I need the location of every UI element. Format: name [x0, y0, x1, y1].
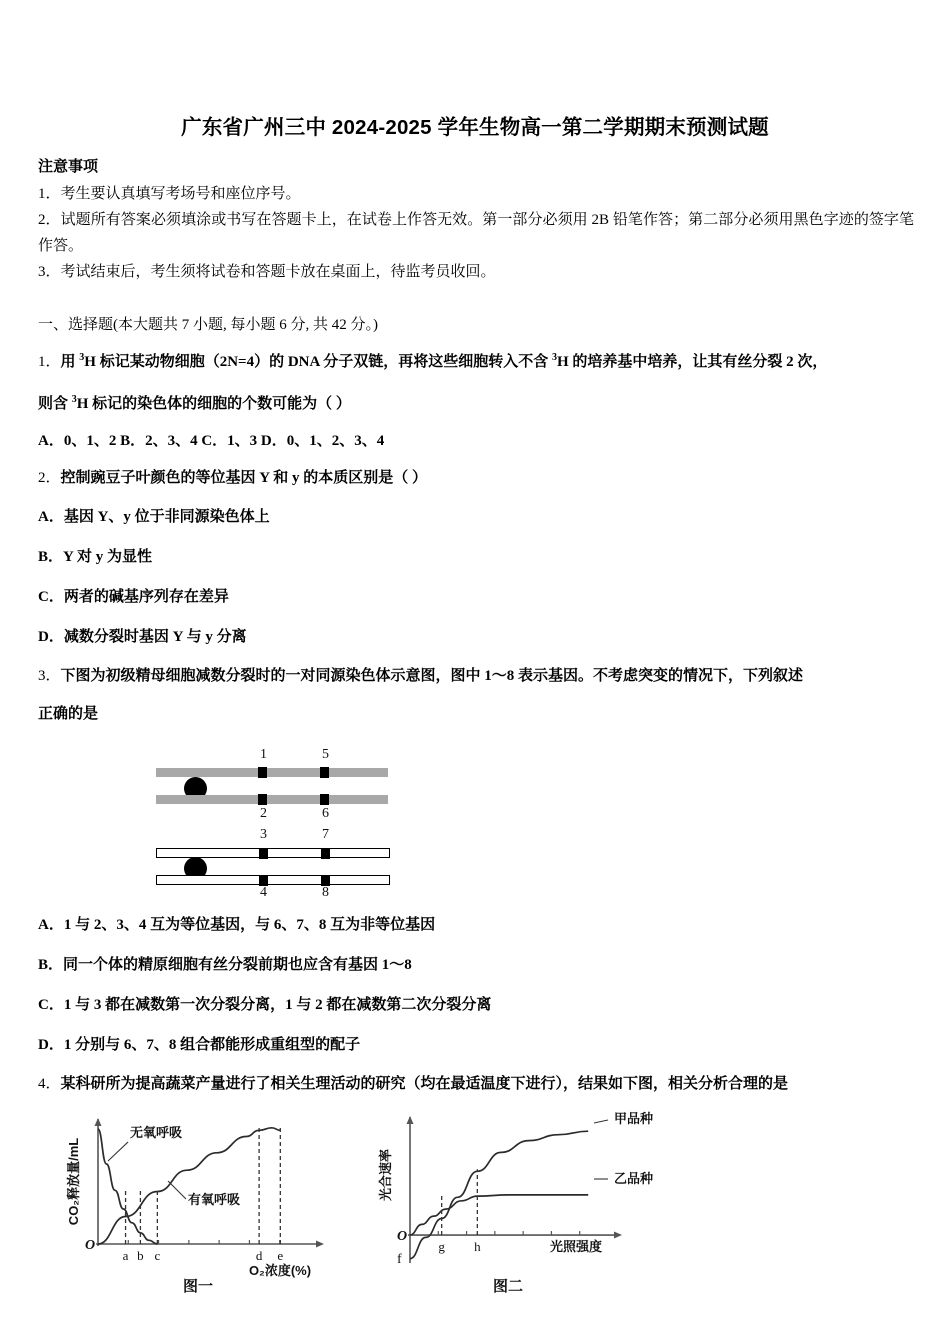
xtick-label-h: h — [474, 1239, 481, 1255]
question-4-stem-text: 某科研所为提高蔬菜产量进行了相关生理活动的研究（均在最适温度下进行），结果如下图，相关分析合理的是 — [60, 1076, 789, 1092]
y-axis-label: 光合速率 — [378, 1148, 393, 1202]
y-axis-arrow — [95, 1118, 102, 1126]
question-2-stem-text: 控制豌豆子叶颜色的等位基因 Y 和 y 的本质区别是（ ） — [60, 470, 428, 486]
question-2-stem — [38, 459, 914, 497]
question-3-option-a[interactable]: A．1 与 2、3、4 互为等位基因，与 6、7、8 互为非等位基因 — [38, 917, 436, 933]
question-1-stem-part-a: 用 — [60, 354, 80, 370]
question-1-stem-part-c: H 的培养基中培养，让其有丝分裂 2 次， — [557, 354, 828, 370]
paternal-chromatid-upper — [156, 848, 390, 858]
gene-marker-1 — [258, 767, 267, 778]
series-curve-1 — [98, 1129, 157, 1244]
origin-label: O — [397, 1229, 408, 1245]
gene-marker-7 — [321, 848, 330, 859]
question-3-option-c[interactable]: C．1 与 3 都在减数第一次分裂分离，1 与 2 都在减数第二次分裂分离 — [38, 997, 492, 1013]
xtick-label-g: g — [438, 1239, 445, 1255]
section-heading-multiple-choice: 一、选择题(本大题共 7 小题, 每小题 6 分, 共 42 分。) — [38, 317, 378, 333]
question-3-option-d[interactable]: D．1 分别与 6、7、8 组合都能形成重组型的配子 — [38, 1037, 361, 1053]
gene-marker-8 — [321, 875, 330, 886]
chart-figure-one — [48, 1109, 368, 1294]
paternal-chromatid-lower — [156, 875, 390, 885]
question-2-option-a[interactable]: A．基因 Y、y 位于非同源染色体上 — [38, 509, 270, 525]
chromosome-diagram — [148, 747, 438, 899]
figure-two-photosynthesis — [358, 1109, 678, 1294]
question-3-stem-line-2: 正确的是 — [38, 706, 99, 722]
question-1-options[interactable]: A．0、1、2 B．2、3、4 C．1、3 D．0、1、2、3、4 — [38, 433, 385, 449]
gene-label-2: 2 — [260, 806, 267, 821]
notice-heading: 注意事项 — [38, 159, 99, 175]
gene-marker-2 — [258, 794, 267, 805]
annotation-variety-jia: 甲品种 — [614, 1111, 654, 1126]
xtick-label-c: c — [154, 1248, 161, 1263]
chart-caption: 图二 — [492, 1278, 524, 1294]
leader-line-anaerobic — [108, 1142, 128, 1161]
question-1-stem-part-d: 则含 — [38, 396, 72, 412]
gene-label-7: 7 — [322, 827, 329, 842]
gene-marker-6 — [320, 794, 329, 805]
x-axis-arrow — [614, 1232, 622, 1239]
annotation-anaerobic: 无氧呼吸 — [130, 1125, 183, 1140]
figure-one-respiration — [48, 1109, 368, 1294]
question-1-sup-1: 3 — [79, 352, 85, 363]
question-1-stem-line-2 — [38, 381, 914, 423]
question-4-stem — [38, 1065, 914, 1103]
chart-figure-two — [358, 1109, 678, 1294]
origin-label: O — [85, 1238, 96, 1253]
gene-label-3: 3 — [260, 827, 267, 842]
notice-item-1: 1．考生要认真填写考场号和座位序号。 — [38, 186, 301, 202]
question-1-sup-3: 3 — [71, 394, 77, 405]
gene-label-5: 5 — [322, 747, 329, 762]
xtick-label-e: e — [277, 1248, 284, 1263]
question-2-option-c[interactable]: C．两者的碱基序列存在差异 — [38, 589, 229, 605]
gene-label-4: 4 — [260, 885, 267, 900]
gene-label-8: 8 — [322, 885, 329, 900]
series-curve-2 — [410, 1195, 588, 1235]
notice-item-3: 3．考试结束后，考生须将试卷和答题卡放在桌面上，待监考员收回。 — [38, 264, 496, 280]
maternal-chromatid-lower — [156, 795, 388, 804]
question-3-stem — [38, 657, 914, 695]
xtick-label-d: d — [255, 1248, 263, 1263]
leader-line-variety-jia — [594, 1120, 608, 1123]
y-intercept-label: f — [397, 1252, 402, 1267]
question-1-stem-part-e: H 标记的染色体的细胞的个数可能为（ ） — [76, 396, 351, 412]
question-3-number: 3． — [38, 668, 61, 684]
question-1-stem-part-b: H 标记某动物细胞（2N=4）的 DNA 分子双链，再将这些细胞转入不含 — [84, 354, 553, 370]
leader-line-aerobic — [168, 1181, 186, 1199]
x-axis-arrow — [316, 1241, 324, 1248]
x-axis-label: O₂浓度(%) — [248, 1263, 312, 1278]
x-axis-label: 光照强度 — [549, 1239, 603, 1254]
chart-caption: 图一 — [182, 1278, 214, 1294]
question-2-option-d[interactable]: D．减数分裂时基因 Y 与 y 分离 — [38, 629, 247, 645]
notice-item-2: 2．试题所有答案必须填涂或书写在答题卡上，在试卷上作答无效。第一部分必须用 2B 铅笔作答；第二部分必须用黑色字迹的签字笔作答。 — [38, 212, 914, 254]
y-axis-label: CO₂释放量/mL — [66, 1137, 81, 1226]
annotation-variety-yi: 乙品种 — [614, 1171, 654, 1186]
gene-marker-4 — [259, 875, 268, 886]
gene-label-1: 1 — [260, 747, 267, 762]
figures-row — [38, 1109, 914, 1294]
question-2-number: 2． — [38, 470, 61, 486]
question-1-stem — [38, 339, 914, 381]
gene-marker-5 — [320, 767, 329, 778]
question-3-option-b[interactable]: B．同一个体的精原细胞有丝分裂前期也应含有基因 1～8 — [38, 957, 412, 973]
annotation-aerobic: 有氧呼吸 — [188, 1192, 241, 1207]
gene-marker-3 — [259, 848, 268, 859]
question-3-stem-line-1: 下图为初级精母细胞减数分裂时的一对同源染色体示意图，图中 1～8 表示基因。不考虑突变的情况下，下列叙述 — [60, 668, 804, 684]
question-1-sup-2: 3 — [552, 352, 558, 363]
y-axis-arrow — [407, 1116, 414, 1124]
question-4-number: 4． — [38, 1076, 61, 1092]
xtick-label-a: a — [122, 1248, 129, 1263]
question-1-number: 1． — [38, 354, 61, 370]
page-title: 广东省广州三中 2024-2025 学年生物高一第二学期期末预测试题 — [181, 116, 769, 139]
gene-label-6: 6 — [322, 806, 329, 821]
xtick-label-b: b — [137, 1248, 144, 1263]
question-2-option-b[interactable]: B．Y 对 y 为显性 — [38, 549, 153, 565]
maternal-chromatid-upper — [156, 768, 388, 777]
document-body — [38, 155, 914, 1294]
